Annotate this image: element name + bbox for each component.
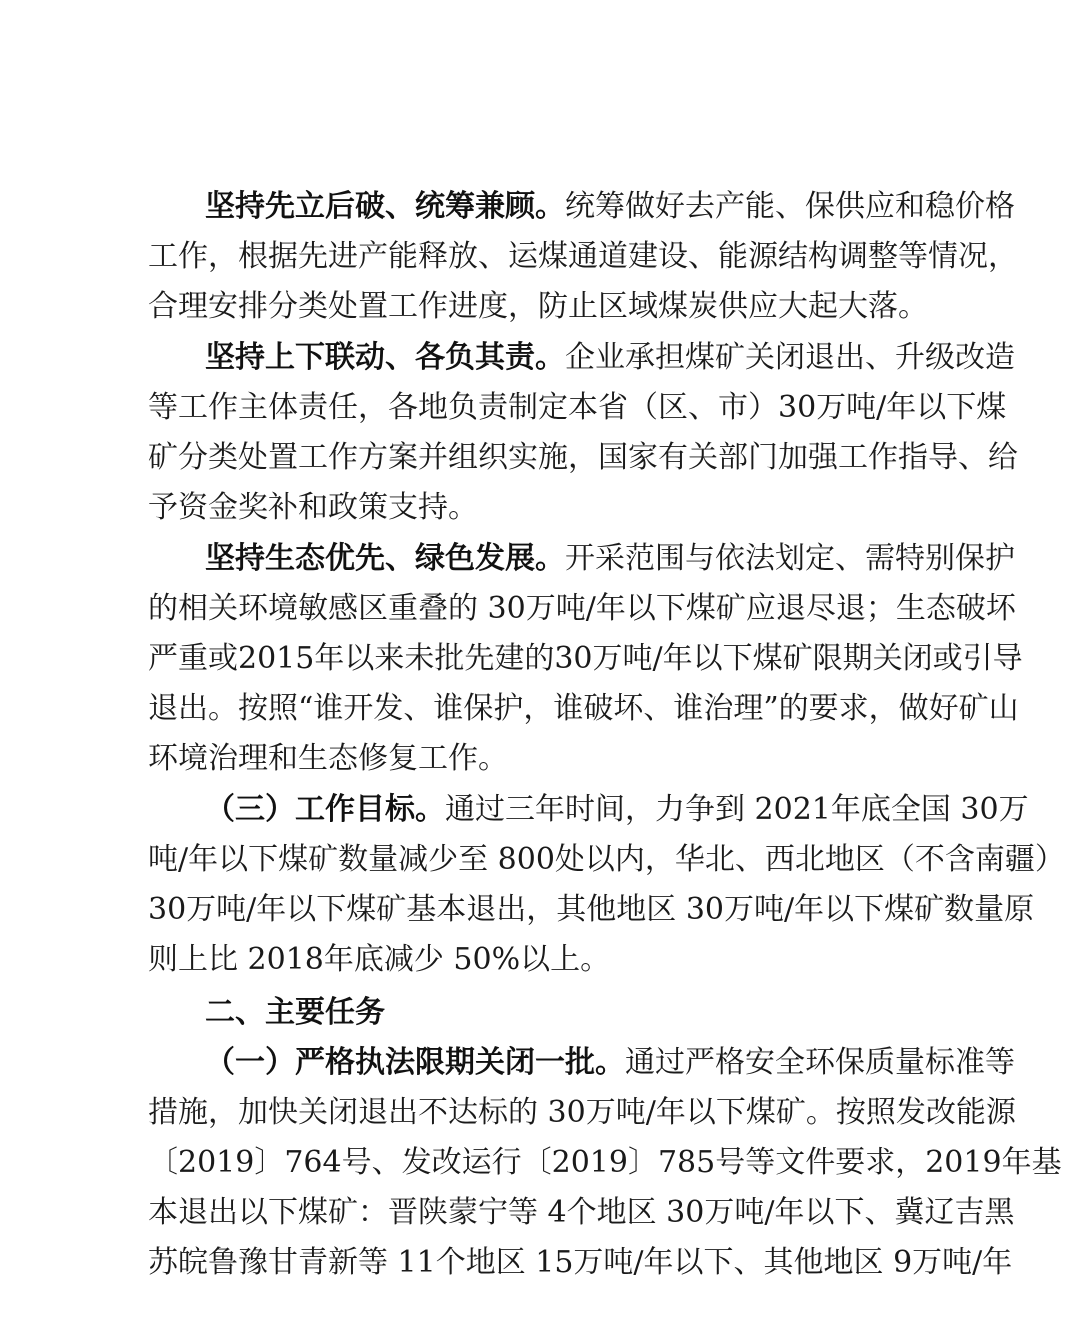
paragraph-4-line-1 [205,787,1029,833]
paragraph-5-line-2: 措施，加快关闭退出不达标的 30万吨/年以下煤矿。按照发改能源 [148,1095,1016,1130]
paragraph-4-text: 通过三年时间，力争到 2021年底全国 30万 [445,792,1029,827]
paragraph-1-heading: 坚持先立后破、统筹兼顾。 [205,189,565,224]
paragraph-1-line-2: 工作，根据先进产能释放、运煤通道建设、能源结构调整等情况， [148,239,1018,274]
paragraph-4-line-2: 吨/年以下煤矿数量减少至 800处以内，华北、西北地区（不含南疆） [148,842,1065,877]
paragraph-3-text: 开采范围与依法划定、需特别保护 [565,541,1015,576]
paragraph-3-line-4: 退出。按照“谁开发、谁保护，谁破坏、谁治理”的要求，做好矿山 [148,691,1019,726]
paragraph-5-heading: （一）严格执法限期关闭一批。 [205,1045,625,1080]
paragraph-2-text: 企业承担煤矿关闭退出、升级改造 [565,340,1015,375]
paragraph-3-line-1 [205,536,1015,582]
paragraph-1-line-3: 合理安排分类处置工作进度，防止区域煤炭供应大起大落。 [148,289,928,324]
paragraph-4-heading: （三）工作目标。 [205,792,445,827]
paragraph-5-text: 通过严格安全环保质量标准等 [625,1045,1015,1080]
paragraph-2-line-2: 等工作主体责任，各地负责制定本省（区、市）30万吨/年以下煤 [148,390,1007,425]
paragraph-2-heading: 坚持上下联动、各负其责。 [205,340,565,375]
paragraph-2-line-4: 予资金奖补和政策支持。 [148,490,478,525]
paragraph-5-line-5: 苏皖鲁豫甘青新等 11个地区 15万吨/年以下、其他地区 9万吨/年 [148,1245,1013,1280]
paragraph-5-line-1 [205,1040,1015,1086]
paragraph-2-line-1 [205,335,1015,381]
paragraph-5-line-4: 本退出以下煤矿：晋陕蒙宁等 4个地区 30万吨/年以下、冀辽吉黑 [148,1195,1015,1230]
paragraph-3-line-2: 的相关环境敏感区重叠的 30万吨/年以下煤矿应退尽退；生态破坏 [148,591,1016,626]
paragraph-2-line-3: 矿分类处置工作方案并组织实施，国家有关部门加强工作指导、给 [148,440,1018,475]
paragraph-1-line-1 [205,184,1015,230]
paragraph-3-line-3: 严重或2015年以来未批先建的30万吨/年以下煤矿限期关闭或引导 [148,641,1023,676]
paragraph-1-text: 统筹做好去产能、保供应和稳价格 [565,189,1015,224]
paragraph-4-line-4: 则上比 2018年底减少 50%以上。 [148,942,611,977]
paragraph-3-heading: 坚持生态优先、绿色发展。 [205,541,565,576]
paragraph-5-line-3: 〔2019〕764号、发改运行〔2019〕785号等文件要求，2019年基 [148,1145,1062,1180]
paragraph-4-line-3: 30万吨/年以下煤矿基本退出，其他地区 30万吨/年以下煤矿数量原 [148,892,1035,927]
paragraph-3-line-5: 环境治理和生态修复工作。 [148,741,508,776]
section-heading: 二、主要任务 [205,995,385,1030]
